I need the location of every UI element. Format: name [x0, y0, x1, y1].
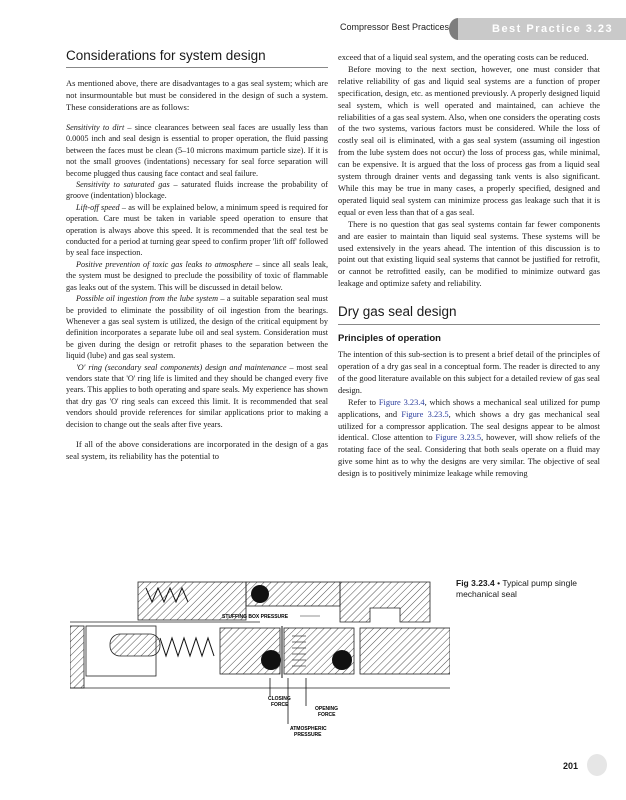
- consideration-text: – saturated fluids increase the probability of groove (indentation) blockage.: [66, 180, 328, 201]
- consideration-term: Possible oil ingestion from the lube system: [76, 294, 218, 304]
- closing-paragraph: If all of the above considerations are incorporated in the design of a gas seal system, its reliability has the potential to: [66, 438, 328, 461]
- consideration-text: – as will be explained below, a minimum speed is required for operation. Care must be taken in variable speed operation to ensure that operation is always above this speed. It is recommended that the seal test be conducted for a period at turning gear speed to confirm proper 'lift off' followed by seal face inspection.: [66, 202, 328, 258]
- label-atmospheric-pressure: PRESSURE: [294, 732, 322, 738]
- right-column: [338, 22, 600, 480]
- consideration-text: – since clearances between seal faces are usually less than 0.0005 inch and seal design is essential to proper operation, the fluid passing between the faces must be clean (5–10 microns maximum particle size). If it is not the small grooves (indentations) necessary for seal force separation will become plugged thus causing face contact and seal failure.: [66, 123, 328, 178]
- text-run: Refer to: [348, 397, 379, 407]
- o-ring: [332, 650, 352, 670]
- consideration-text: – since all seals leak, the system must be designed to preclude the possibility of toxic of flammable gas leaks out of the system. This will be discussed in detail below.: [66, 259, 328, 292]
- figure-number: Fig 3.23.4: [456, 578, 495, 588]
- caption-text: Typical pump single mechanical seal: [456, 578, 577, 599]
- label-closing-force: FORCE: [271, 702, 289, 708]
- consideration-item: [66, 362, 328, 430]
- figure-caption: [456, 578, 606, 600]
- figure-link[interactable]: Figure 3.23.5: [401, 409, 449, 419]
- intro-paragraph: As mentioned above, there are disadvantages to a gas seal system; which are not insurmountable but must be considered in the design of such a system. These considerations are as follows:: [66, 78, 328, 112]
- consideration-item: [66, 179, 328, 202]
- label-opening-force: FORCE: [318, 712, 336, 718]
- label-closing-force: CLOSING: [268, 696, 291, 702]
- retainer-body: [110, 634, 160, 656]
- continuation-paragraph: exceed that of a liquid seal system, and the operating costs can be reduced.: [338, 53, 589, 62]
- section-heading-dry-gas-seal: Dry gas seal design: [338, 304, 457, 320]
- body-paragraph: Before moving to the next section, however, one must consider that relative reliability of gas and liquid seal systems are a function of proper specification, design, etc. as mentioned previously. A properly designed liquid seal system, which is well operated and maintained, can achieve the reliabilities of a gas seal system. Also, when one considers the operating costs of the two systems, various factors must be considered. While the loss of costly seal oil is eliminated, with a gas seal system (assuming oil ingestion from the lube system does not occur) the loss of process gas, while minimal, can be expensive. It is argued that the loss of process gas from a liquid seal system through drainer vents and degassing tank vents is also significant. While this may be true in many cases, a properly specified, designed and operated liquid seal system can minimize process gas leakage such that it is equal or even less than that of a gas seal.: [338, 64, 600, 217]
- caption-bullet: •: [497, 578, 501, 588]
- body-paragraph: [338, 397, 600, 480]
- spring-coil: [160, 638, 214, 656]
- label-atmospheric-pressure: ATMOSPHERIC: [290, 726, 327, 732]
- figure-link[interactable]: Figure 3.23.5: [435, 433, 482, 443]
- page-number-dot: [587, 754, 607, 776]
- heading-rule: [66, 67, 328, 68]
- figure-link[interactable]: Figure 3.23.4: [378, 397, 425, 407]
- o-ring: [261, 650, 281, 670]
- text-run: , which shows a dry gas mechanical seal utilized for a compressor application. The seal designs appear to be almost identical. Close attention to: [338, 409, 600, 443]
- o-ring: [251, 585, 269, 603]
- body-paragraph: The intention of this sub-section is to present a brief detail of the principles of operation of a dry gas seal in a conceptual form. The reader is directed to any of the good literature available on this subject for a detailed review of gas seal design.: [338, 350, 600, 395]
- consideration-term: Sensitivity to dirt: [66, 123, 125, 132]
- page-number: 201: [563, 761, 579, 771]
- consideration-term: Lift-off speed: [76, 202, 120, 212]
- consideration-term: Positive prevention of toxic gas leaks to atmosphere: [76, 259, 253, 269]
- consideration-text: – a suitable separation seal must be provided to eliminate the possibility of oil ingestion from the bearings. Whenever a gas seal system is utilized, the design of the critical equipment by definition incorporates a separate lube oil and seal system. Consideration must be given during the design or retrofit phases to the separation between the liquid (lube) and gas seal system.: [66, 294, 328, 361]
- mechanical-seal-diagram: [70, 578, 450, 748]
- subheading-principles: Principles of operation: [338, 333, 441, 345]
- consideration-item: [66, 122, 328, 179]
- running-header-label: Compressor Best Practices: [340, 22, 450, 32]
- consideration-item: [66, 259, 328, 293]
- heading-rule: [338, 324, 600, 325]
- body-paragraph: There is no question that gas seal systems contain far fewer components and are easier to maintain than liquid seal systems. These systems will be used extensively in the years ahead. The intention of this discussion is to point out that existing liquid seal systems that cannot be justified for retrofit, or cannot be retrofitted easily, can be modified to minimize outward gas leakage and optimize safety and reliability.: [338, 219, 600, 289]
- consideration-item: [66, 293, 328, 361]
- text-run: , which shows a mechanical seal utilized for pump applications, and: [338, 397, 600, 419]
- consideration-item: [66, 202, 328, 259]
- left-column: [66, 48, 328, 462]
- text-run: , however, will show reliefs of the rotating face of the seal. Considering that both seals operate on a fluid may give some hint as to why the designs are very similar. The objective of seal design is to positively minimize leakage while removing: [338, 433, 601, 479]
- gland-plate: [340, 582, 430, 622]
- header-tab-title: Best Practice 3.23: [492, 23, 614, 35]
- consideration-term: 'O' ring (secondary seal components) design and maintenance: [76, 362, 287, 372]
- gland-lower: [360, 628, 450, 674]
- label-stuffing-box-pressure: STUFFING BOX PRESSURE: [222, 614, 289, 620]
- section-heading-considerations: Considerations for system design: [66, 48, 266, 63]
- label-opening-force: OPENING: [315, 706, 339, 712]
- consideration-text: – most seal vendors state that 'O' ring life is limited and they should be changed every five years. This applies to both operating and spare seals. My experience has shown that dry gas 'O' ring seals can exceed this limit. It is recommended that seal vendors should provide references for similar applications prior to making a decision to change out the seals after five years.: [66, 362, 328, 429]
- shaft-section: [70, 626, 84, 688]
- consideration-term: Sensitivity to saturated gas: [76, 180, 170, 190]
